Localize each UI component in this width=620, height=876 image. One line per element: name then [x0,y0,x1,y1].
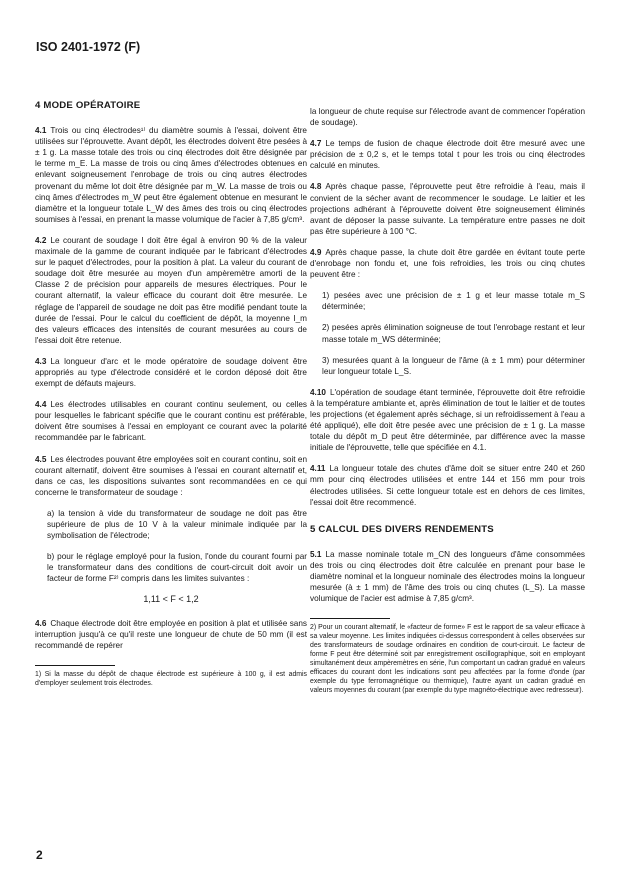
paragraph-5-1 [310,549,585,604]
paragraph-4-6 [35,618,307,651]
clause-text: Après chaque passe, la chute doit être gardée en évitant toute perte d'enrobage non fondu et, une fois refroidies, les trois ou cinq chutes peuvent être : [310,247,585,280]
clause-number: 5.1 [310,549,322,559]
clause-text: Après chaque passe, l'éprouvette peut être refroidie à l'eau, mais il convient de la sécher avant de recommencer le soudage. Le laitier et les projections adhérant à l'éprouvette doivent être soigneusement éliminés avant de déposer la passe suivante. La température entre passes ne doit pas être supérieure à 100 °C. [310,182,585,236]
clause-number: 4.8 [310,182,322,192]
clause-text: Le temps de fusion de chaque électrode doit être mesuré avec une précision de ± 0,2 s, et le temps total t pour les trois ou cinq électrodes calculé en minutes. [310,139,585,171]
list-item-1: 1) pesées avec une précision de ± 1 g et leur masse totale m_S déterminée; [322,291,585,312]
list-item-3: 3) mesurées quant à la longueur de l'âme (à ± 1 mm) pour déterminer leur longueur totale L_S. [322,355,585,376]
clause-number: 4.1 [35,126,47,136]
paragraph-4-2 [35,235,307,346]
clause-text: Chaque électrode doit être employée en position à plat et utilisée sans interruption jusqu'à ce qu'il reste une longueur de chute de 50 mm (il est recommandé de repérer [35,618,307,650]
form-factor-formula: 1,11 < F < 1,2 [143,594,199,605]
paragraph-4-1 [35,125,307,225]
footnote-divider [35,665,115,666]
clause-text: L'opération de soudage étant terminée, l'éprouvette doit être refroidie à la température ambiante et, après élimination de tout le laitier et de toutes les projections (et également après séchage, si un refroidissement à l'eau a été appliqué), elle doit être pesée avec une précision de ± 1 g. La masse totale du dépôt m_D peut être déterminée, par différence avec la masse initiale de l'éprouvette, telle que spécifiée en 4.1. [310,387,585,453]
clause-text: Le courant de soudage I doit être égal à environ 90 % de la valeur maximale de la gamme de courant indiquée par le fabricant d'électrodes sur le paquet d'électrodes, pour la position à plat. La valeur du courant de soudage doit être mesurée au moyen d'un ampèremètre amorti de la Classe 2 de précision pour appareils de mesures électriques. Pour le courant alternatif, la valeur efficace du courant doit être mesurée. Le réglage de l'appareil de soudage ne doit pas être modifié pendant toute la durée de l'essai. Pour le calcul du coefficient de dépôt, la moyenne I_m des valeurs efficaces des intensités de courant mesurées au cours de l'essai doit être retenue. [35,235,307,345]
clause-text: Les électrodes pouvant être employées soit en courant continu, soit en courant alternatif, doivent être soumises à l'essai en courant alternatif et, dans ce cas, les dispositions suivantes sont recommandées en ce qui concerne le transformateur de soudage : [35,454,307,497]
paragraph-4-5 [35,454,307,498]
clause-number: 4.3 [35,356,47,366]
paragraph-4-4 [35,399,307,443]
paragraph-4-7 [310,138,585,171]
paragraph-4-8 [310,181,585,236]
clause-text: Les électrodes utilisables en courant continu seulement, ou celles pour lesquelles le fabricant spécifie que le courant continu est préférable, doivent être soumises à l'essai en employant ce courant avec la polarité recommandée par le fabricant. [35,400,307,443]
list-item-b: b) pour le réglage employé pour la fusion, l'onde du courant fourni par le transformateur dans des conditions de court-circuit doit avoir un facteur de forme F²⁾ compris dans les limites suivantes : [47,552,307,584]
section-5-heading: 5 CALCUL DES DIVERS RENDEMENTS [310,523,494,535]
footnote-2: 2) Pour un courant alternatif, le «facteur de forme» F est le rapport de sa valeur efficace à sa valeur moyenne. Les limites indiquées ci-dessus correspondent à celles observées sur des transformateurs de soudage ordinaires en condition de court-circuit. Le facteur de forme F peut être déterminé soit par enregistrement oscillographique, soit en employant simultanément deux ampèremètres en série, l'un comportant un cadran gradué en valeurs efficaces du courant dont les indications sont peu affectées par la forme d'onde (par exemple du type ferromagnétique ou thermique), l'autre ayant un cadran gradué en valeurs moyennes du courant (par exemple du type magnéto-électrique avec redresseur). [310,624,585,695]
paragraph-4-3 [35,356,307,389]
clause-number: 4.11 [310,464,326,474]
clause-number: 4.6 [35,618,47,628]
paragraph-4-10 [310,387,585,454]
section-4-heading: 4 MODE OPÉRATOIRE [35,100,141,111]
right-column [310,106,585,695]
page-number: 2 [36,848,43,862]
clause-number: 4.5 [35,454,47,464]
list-item-a: a) la tension à vide du transformateur de soudage ne doit pas être supérieure de plus de 10 V à la valeur minimale indiquée par la symbolisation de l'électrode; [47,508,307,541]
left-column [35,100,307,688]
clause-text: La longueur d'arc et le mode opératoire de soudage doivent être appropriés au type d'électrode considéré et le cordon déposé doit être exempt de défauts majeurs. [35,356,307,389]
document-header: ISO 2401-1972 (F) [36,40,141,54]
clause-number: 4.4 [35,400,47,410]
clause-number: 4.9 [310,247,322,257]
clause-number: 4.2 [35,235,47,245]
clause-number: 4.10 [310,387,326,397]
paragraph-4-6-continued: la longueur de chute requise sur l'électrode avant de commencer l'opération de soudage). [310,107,585,128]
paragraph-4-11 [310,463,585,507]
clause-number: 4.7 [310,139,322,149]
clause-text: La longueur totale des chutes d'âme doit se situer entre 240 et 260 mm pour cinq électrodes utilisées et entre 144 et 156 mm pour trois électrodes utilisées. Si cette longueur totale est en dehors de ces limites, l'essai doit être recommencé. [310,464,585,507]
paragraph-4-9 [310,247,585,280]
footnote-1: 1) Si la masse du dépôt de chaque électrode est supérieure à 100 g, il est admis d'employer seulement trois électrodes. [35,670,307,687]
list-item-2: 2) pesées après élimination soigneuse de tout l'enrobage restant et leur masse totale m_WS déterminée; [322,323,585,344]
clause-text: Trois ou cinq électrodes¹⁾ du diamètre soumis à l'essai, doivent être utilisées sur l'éprouvette. Avant dépôt, les électrodes doivent être pesées à ± 1 g. La masse totale des trois ou cinq électrodes doit être désignée par le terme m_E. La masse de trois ou cinq âmes d'électrodes obtenues en enlevant soigneusement l'enrobage de trois ou cinq autres électrodes provenant du même lot doit être désignée par m_W. La masse de trois ou cinq âmes d'électrodes m_W peut être également obtenue en mesurant le diamètre et la longueur totale L_W des âmes des trois ou cinq électrodes soumises à l'essai, en prenant la masse volumique de l'acier à 7,85 g/cm³. [35,126,307,224]
clause-text: La masse nominale totale m_CN des longueurs d'âme consommées des trois ou cinq électrodes doit être calculée en prenant pour base le diamètre nominal et la longueur nominale des électrodes moins la longueur mesurée (à ± 1 mm) de l'âme des trois ou cinq chutes (L_S). La masse volumique de l'acier est admise à 7,85 g/cm³. [310,549,585,604]
footnote-divider [310,618,390,619]
